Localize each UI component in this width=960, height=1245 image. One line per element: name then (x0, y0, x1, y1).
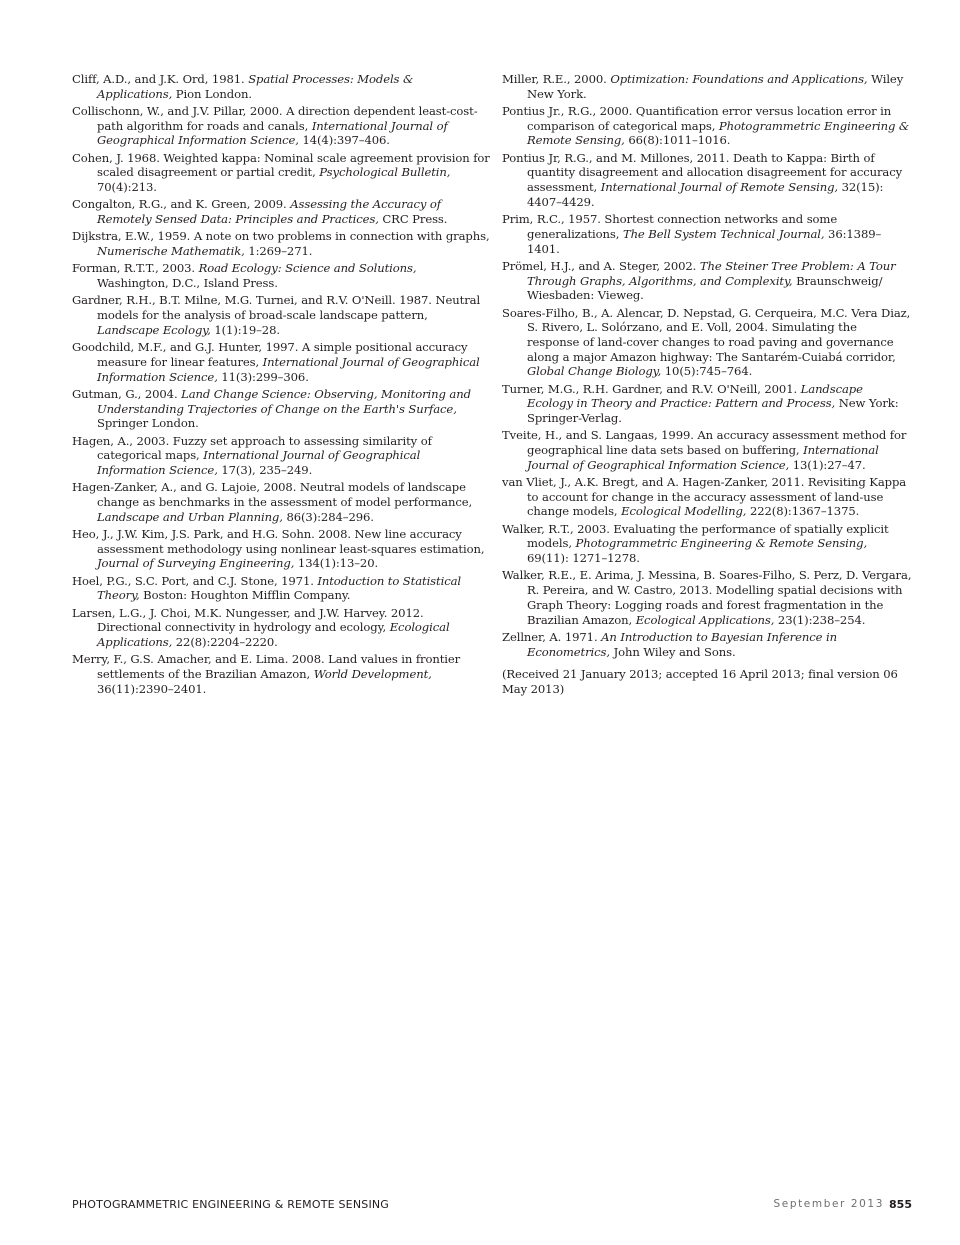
page-number: 855 (889, 1198, 912, 1211)
reference-details: CRC Press. (378, 212, 448, 227)
reference-entry (502, 72, 912, 101)
reference-text: Congalton, R.G., and K. Green, 2009. (72, 197, 291, 212)
reference-entry (502, 568, 912, 627)
reference-entry (502, 630, 912, 659)
reference-source-title: The Bell System Technical Journal, (622, 226, 825, 241)
reference-details: Springer London. (97, 416, 199, 431)
reference-entry (72, 606, 490, 650)
reference-source-title: The Steiner Tree Problem: A Tour Through Graphs, Algorithms, and Complexity, (527, 258, 896, 288)
reference-source-title: Landscape Ecology in Theory and Practice: Pattern and Process, (527, 381, 863, 411)
reference-details: 66(8):1011–1016. (624, 133, 731, 148)
reference-entry (72, 104, 490, 148)
reference-text: Dijkstra, E.W., 1959. A note on two problems in connection with graphs, (72, 229, 490, 244)
reference-source-title: International Journal of Geographical Information Science, (527, 443, 879, 472)
reference-details: Braunschweig/ Wiesbaden: Vieweg. (527, 273, 883, 303)
reference-text: Hagen, A., 2003. Fuzzy set approach to assessing similarity of categorical maps, (72, 433, 432, 463)
reference-source-title: International Journal of Geographical Information Science, (97, 118, 448, 148)
reference-text: Tveite, H., and S. Langaas, 1999. An accuracy assessment method for geographical line data sets based on buffering, (502, 428, 907, 458)
reference-entry (502, 306, 912, 380)
reference-entry (72, 480, 490, 524)
footer-issue-date: September 2013 (773, 1198, 884, 1210)
reference-entry (72, 151, 490, 195)
reference-entry (72, 340, 490, 384)
reference-entry (502, 212, 912, 256)
reference-text: Hoel, P.G., S.C. Port, and C.J. Stone, 1971. (72, 573, 318, 588)
reference-entry (502, 104, 912, 148)
reference-entry (72, 229, 490, 258)
reference-details: Boston: Houghton Mifflin Company. (139, 588, 351, 603)
reference-text: Cohen, J. 1968. Weighted kappa: Nominal scale agreement provision for scaled disagreement or partial credit, (72, 150, 490, 180)
reference-text: Walker, R.T., 2003. Evaluating the performance of spatially explicit models, (502, 521, 889, 551)
reference-text: Cliff, A.D., and J.K. Ord, 1981. (72, 72, 249, 86)
reference-source-title: Assessing the Accuracy of Remotely Sensed Data: Principles and Practices, (97, 197, 441, 227)
reference-entry (72, 197, 490, 226)
reference-details: 13(1):27–47. (789, 457, 866, 472)
reference-details: 222(8):1367–1375. (746, 504, 860, 519)
reference-details: 23(1):238–254. (774, 612, 866, 627)
reference-text: Pontius Jr., R.G., 2000. Quantification error versus location error in comparison of categorical maps, (502, 104, 892, 133)
reference-source-title: Ecological Applications, (97, 620, 450, 650)
reference-details: 69(11): 1271–1278. (527, 551, 640, 566)
references-right-column (502, 72, 912, 699)
reference-text: Hagen-Zanker, A., and G. Lajoie, 2008. Neutral models of landscape change as benchmarks in the assessment of model performance, (72, 480, 473, 509)
reference-entry (72, 434, 490, 478)
reference-text: Turner, M.G., R.H. Gardner, and R.V. O'Neill, 2001. (502, 381, 801, 396)
reference-source-title: Psychological Bulletin, (319, 165, 451, 180)
reference-details: 36:1389–1401. (527, 226, 882, 256)
reference-text: Merry, F., G.S. Amacher, and E. Lima. 2008. Land values in frontier settlements of the Brazilian Amazon, (72, 652, 461, 682)
reference-text: Prömel, H.J., and A. Steger, 2002. (502, 258, 700, 273)
reference-source-title: Optimization: Foundations and Applications, (610, 72, 868, 86)
reference-source-title: An Introduction to Bayesian Inference in Econometrics, (527, 629, 837, 659)
reference-details: Wiley New York. (527, 72, 904, 101)
reference-text: Gutman, G., 2004. (72, 386, 182, 401)
reference-source-title: Global Change Biology, (527, 364, 662, 379)
reference-entry (72, 574, 490, 603)
reference-text: Gardner, R.H., B.T. Milne, M.G. Turnei, and R.V. O'Neill. 1987. Neutral models for the analysis of broad-scale landscape pattern, (72, 293, 481, 323)
reference-source-title: Numerische Mathematik, (97, 244, 245, 259)
footer-journal-title: PHOTOGRAMMETRIC ENGINEERING & REMOTE SENSING (72, 1198, 390, 1211)
page-footer (72, 1198, 912, 1216)
reference-source-title: Ecological Modelling, (621, 504, 747, 519)
reference-entry (72, 261, 490, 290)
reference-text: Collischonn, W., and J.V. Pillar, 2000. A direction dependent least-cost-path algorithm for roads and canals, (72, 104, 478, 133)
reference-details: 14(4):397–406. (298, 133, 390, 148)
reference-source-title: Intoduction to Statistical Theory, (97, 573, 462, 603)
reference-entry (502, 259, 912, 303)
reference-entry (502, 428, 912, 472)
reference-text: Forman, R.T.T., 2003. (72, 261, 199, 276)
reference-details: 86(3):284–296. (282, 509, 374, 524)
reference-details: Washington, D.C., Island Press. (97, 276, 278, 291)
reference-text: Zellner, A. 1971. (502, 629, 602, 644)
reference-details: John Wiley and Sons. (609, 644, 736, 659)
reference-details: 11(3):299–306. (217, 369, 309, 384)
reference-source-title: Photogrammetric Engineering & Remote Sensing, (575, 536, 868, 551)
references-left-column (72, 72, 490, 699)
reference-details: 32(15): 4407–4429. (527, 180, 884, 209)
received-note: (Received 21 January 2013; accepted 16 April 2013; final version 06 May 2013) (502, 667, 898, 696)
references-right-list (502, 72, 912, 659)
reference-text: Larsen, L.G., J. Choi, M.K. Nungesser, and J.W. Harvey. 2012. Directional connectivity in hydrology and ecology, (72, 605, 424, 635)
reference-text: Miller, R.E., 2000. (502, 72, 611, 86)
reference-source-title: Ecological Applications, (635, 612, 775, 627)
reference-entry (72, 72, 490, 101)
reference-text: Prim, R.C., 1957. Shortest connection networks and some generalizations, (502, 212, 838, 241)
reference-text: Walker, R.E., E. Arima, J. Messina, B. Soares-Filho, S. Perz, D. Vergara, R. Pereira, and W. Castro, 2013. Modelling spatial decisions with Graph Theory: Logging roads and forest fragmentation in the Brazilian Amazon, (502, 568, 912, 627)
reference-details: 10(5):745–764. (661, 364, 753, 379)
reference-details: 22(8):2204–2220. (172, 635, 278, 650)
reference-source-title: Landscape Ecology, (97, 322, 211, 337)
reference-entry (72, 652, 490, 696)
reference-source-title: Landscape and Urban Planning, (97, 509, 283, 524)
reference-details: 134(1):13–20. (294, 556, 379, 571)
reference-source-title: International Journal of Geographical Information Science, (97, 448, 421, 477)
reference-details: Pion London. (172, 86, 252, 101)
reference-entry (502, 522, 912, 566)
reference-details: New York: Springer-Verlag. (527, 396, 899, 426)
reference-source-title: Journal of Surveying Engineering, (97, 556, 295, 571)
reference-details: 70(4):213. (97, 180, 157, 195)
reference-entry (72, 293, 490, 337)
reference-text: Heo, J., J.W. Kim, J.S. Park, and H.G. Sohn. 2008. New line accuracy assessment methodology using nonlinear least-squares estimation, (72, 526, 485, 556)
reference-entry (72, 387, 490, 431)
reference-details: 1:269–271. (244, 244, 313, 259)
reference-details: 36(11):2390–2401. (97, 681, 207, 696)
reference-text: Goodchild, M.F., and G.J. Hunter, 1997. A simple positional accuracy measure for linear features, (72, 340, 468, 369)
reference-source-title: World Development, (313, 667, 432, 682)
reference-entry (502, 151, 912, 210)
reference-source-title: International Journal of Remote Sensing, (600, 180, 838, 195)
reference-entry (502, 475, 912, 519)
reference-entry (72, 527, 490, 571)
reference-text: Soares-Filho, B., A. Alencar, D. Nepstad, G. Cerqueira, M.C. Vera Diaz, S. Rivero, L. Solórzano, and E. Voll, 2004. Simulating the response of land-cover changes to road paving and governance along a major Amazon highway: The Santarém-Cuiabá corridor, (502, 305, 911, 364)
reference-text: Pontius Jr, R.G., and M. Millones, 2011. Death to Kappa: Birth of quantity disagreement and allocation disagreement for accuracy assessment, (502, 150, 903, 195)
reference-text: van Vliet, J., A.K. Bregt, and A. Hagen-Zanker, 2011. Revisiting Kappa to account for change in the accuracy assessment of land-use change models, (502, 475, 907, 519)
reference-source-title: Road Ecology: Science and Solutions, (198, 261, 417, 276)
reference-source-title: Photogrammetric Engineering & Remote Sensing, (527, 118, 910, 148)
reference-source-title: Spatial Processes: Models & Applications, (97, 72, 414, 101)
reference-source-title: International Journal of Geographical Information Science, (97, 354, 480, 384)
reference-source-title: Land Change Science: Observing, Monitoring and Understanding Trajectories of Change on the Earth's Surface, (97, 386, 471, 416)
reference-details: 17(3), 235–249. (217, 462, 313, 477)
reference-entry (502, 382, 912, 426)
reference-details: 1(1):19–28. (210, 322, 280, 337)
